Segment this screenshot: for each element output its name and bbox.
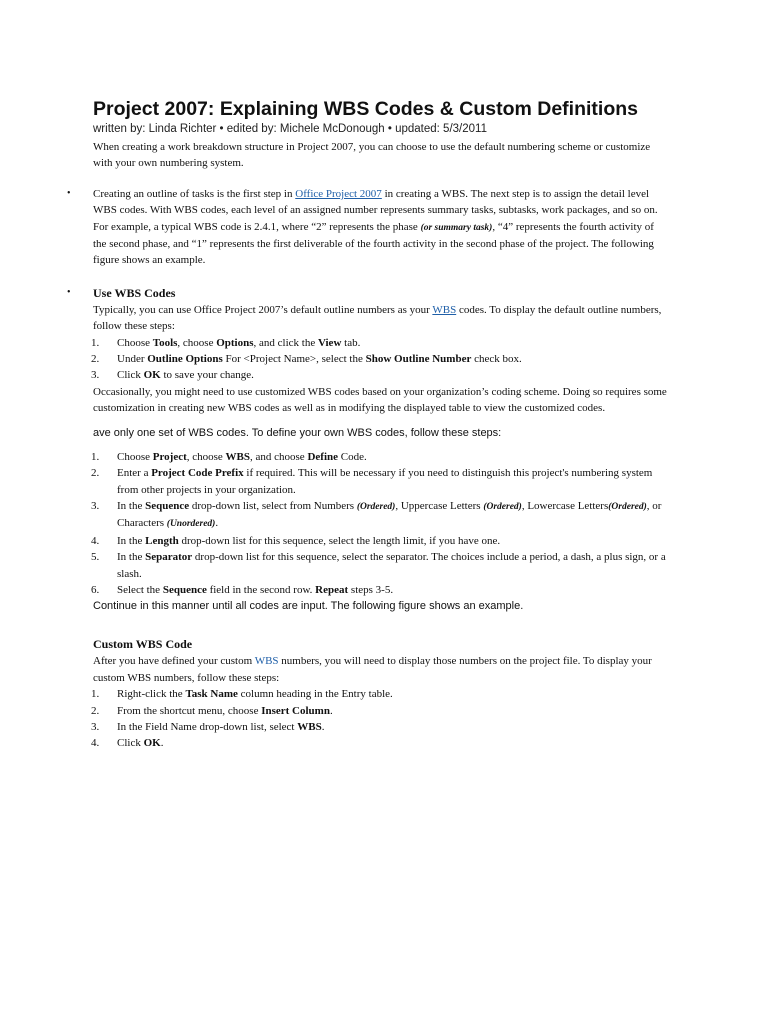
text-segment: in creating a WBS. The next step is to assign the detail level WBS codes. With WBS codes, each level of an assigned number represents summary tasks, subtasks, work packages, and so on. For example, a typical WBS code is 2.4.1, where “2” represents the phase xyxy=(93,187,658,233)
use-wbs-heading: Use WBS Codes xyxy=(93,285,176,300)
text-segment: Choose xyxy=(117,450,153,463)
step-number: 3. xyxy=(91,369,100,382)
text-segment: . xyxy=(160,737,164,750)
text-segment: numbers, you will need to display those numbers on the project file. To display your custom WBS numbers, follow these steps: xyxy=(93,655,652,684)
text-segment: Select the xyxy=(117,583,163,596)
document-page xyxy=(67,96,668,752)
list-item xyxy=(93,498,668,533)
text-segment: to save your change. xyxy=(160,369,254,382)
text-segment: In the xyxy=(117,534,146,547)
step-number: 4. xyxy=(91,534,100,547)
bold-term: Repeat xyxy=(315,583,349,596)
text-segment: drop-down list, select from Numbers xyxy=(189,499,357,512)
text-segment: In the xyxy=(117,551,146,564)
bold-term: Outline Options xyxy=(147,353,223,366)
office-project-link[interactable]: Office Project 2007 xyxy=(295,187,382,200)
list-item xyxy=(93,703,668,719)
list-item xyxy=(93,735,668,751)
custom-codes-paragraph: Occasionally, you might need to use customized WBS codes based on your organization’s coding scheme. Doing so requires some customization in creating new WBS codes as well as in modifying the displayed table to view the customized codes. xyxy=(93,385,667,415)
text-segment: , and choose xyxy=(250,450,308,463)
text-segment: , “4” represents the fourth activity of the second phase, and “1” represents the first deliverable of the fourth activity in the second phase of the project. The following figure shows an example. xyxy=(93,220,654,267)
bold-term: Project Code Prefix xyxy=(151,467,244,480)
text-segment: Creating an outline of tasks is the first step in xyxy=(93,187,296,200)
spacer xyxy=(93,417,668,425)
step-number: 2. xyxy=(91,704,100,717)
italic-note: (Unordered) xyxy=(166,519,216,530)
continue-line: Continue in this manner until all codes are input. The following figure shows an example. xyxy=(93,600,524,613)
spacer xyxy=(93,614,668,636)
text-segment: field in the second row. xyxy=(206,583,316,596)
text-segment: , Lowercase Letters xyxy=(521,499,609,512)
italic-note: (Ordered) xyxy=(608,501,647,512)
spacer xyxy=(93,441,668,449)
bold-term: Define xyxy=(307,450,338,463)
text-segment: Enter a xyxy=(117,467,152,480)
text-segment: In the Field Name drop-down list, select xyxy=(117,720,298,733)
bold-term: Sequence xyxy=(162,583,207,596)
text-segment: if required. This will be necessary if you need to distinguish this project's numbering system from other projects in your organization. xyxy=(117,467,653,496)
text-segment: , Uppercase Letters xyxy=(395,499,484,512)
bold-term: Task Name xyxy=(185,688,238,701)
use-wbs-section xyxy=(67,285,668,615)
text-segment: For <Project Name>, select the xyxy=(222,353,366,366)
text-segment: Under xyxy=(117,353,148,366)
text-segment: , and click the xyxy=(253,336,318,349)
custom-steps-list xyxy=(93,686,668,752)
step-number: 5. xyxy=(91,551,100,564)
bold-term: Options xyxy=(216,336,254,349)
define-steps-list xyxy=(93,449,668,599)
list-item xyxy=(93,465,668,498)
list-item xyxy=(93,533,668,549)
text-segment: , choose xyxy=(177,336,217,349)
step-number: 1. xyxy=(91,688,100,701)
bold-term: View xyxy=(317,336,342,349)
list-item xyxy=(93,719,668,735)
byline: written by: Linda Richter • edited by: Michele McDonough • updated: 5/3/2011 xyxy=(93,123,487,135)
text-segment: Click xyxy=(117,369,144,382)
text-segment: Typically, you can use Office Project 2007’s default outline numbers as your xyxy=(93,303,433,316)
wbs-link[interactable]: WBS xyxy=(254,655,279,668)
custom-wbs-intro xyxy=(93,653,668,686)
list-item xyxy=(93,549,668,582)
step-number: 3. xyxy=(91,720,100,733)
page-title: Project 2007: Explaining WBS Codes & Custom Definitions xyxy=(93,98,639,120)
list-item xyxy=(93,582,668,598)
bullet-icon: • xyxy=(67,187,71,199)
use-wbs-intro xyxy=(93,302,668,335)
text-segment: column heading in the Entry table. xyxy=(237,688,393,701)
list-item xyxy=(93,351,668,367)
wbs-link[interactable]: WBS xyxy=(432,303,457,316)
bullet-icon: • xyxy=(67,286,71,298)
text-segment: In the xyxy=(117,499,146,512)
step-number: 4. xyxy=(91,737,100,750)
list-item xyxy=(93,686,668,702)
define-codes-line: ave only one set of WBS codes. To define your own WBS codes, follow these steps: xyxy=(93,426,502,439)
text-segment: drop-down list for this sequence, select the length limit, if you have one. xyxy=(178,534,501,547)
list-item xyxy=(93,449,668,465)
bold-term: Insert Column xyxy=(261,704,330,717)
text-segment: drop-down list for this sequence, select the separator. The choices include a period, a dash, a plus sign, or a slash. xyxy=(117,551,666,580)
custom-wbs-section xyxy=(93,636,668,751)
bold-term: OK xyxy=(143,737,161,750)
bold-term: Project xyxy=(152,450,187,463)
outline-bullet-section xyxy=(67,186,668,269)
text-segment: Click xyxy=(117,737,144,750)
italic-note: (Ordered) xyxy=(483,501,522,512)
default-steps-list xyxy=(93,335,668,384)
bold-term: WBS xyxy=(225,450,251,463)
step-number: 1. xyxy=(91,450,100,463)
text-segment: check box. xyxy=(471,353,522,366)
step-number: 2. xyxy=(91,353,100,366)
text-segment: Right-click the xyxy=(117,688,186,701)
italic-note: (or summary task) xyxy=(420,222,493,233)
bold-term: Tools xyxy=(152,336,178,349)
text-segment: codes. To display the default outline numbers, follow these steps: xyxy=(93,303,662,333)
text-segment: . xyxy=(215,517,219,530)
outline-paragraph xyxy=(93,186,668,269)
text-segment: , choose xyxy=(186,450,226,463)
text-segment: . xyxy=(321,720,325,733)
text-segment: tab. xyxy=(341,336,361,349)
bold-term: WBS xyxy=(297,720,322,733)
bold-term: OK xyxy=(143,369,161,382)
list-item xyxy=(93,367,668,383)
bold-term: Separator xyxy=(145,551,193,564)
step-number: 3. xyxy=(91,499,100,512)
text-segment: After you have defined your custom xyxy=(93,655,255,668)
intro-paragraph: When creating a work breakdown structure in Project 2007, you can choose to use the default numbering scheme or customize with your own numbering system. xyxy=(93,141,651,170)
bold-term: Length xyxy=(145,534,179,547)
bold-term: Sequence xyxy=(145,499,190,512)
custom-wbs-heading: Custom WBS Code xyxy=(93,637,193,652)
italic-note: (Ordered) xyxy=(356,501,396,512)
text-segment: . xyxy=(329,704,333,717)
bold-term: Show Outline Number xyxy=(365,353,472,366)
step-number: 2. xyxy=(91,467,100,480)
step-number: 1. xyxy=(91,336,100,349)
step-number: 6. xyxy=(91,583,100,596)
list-item xyxy=(93,335,668,351)
text-segment: steps 3-5. xyxy=(348,583,394,596)
text-segment: From the shortcut menu, choose xyxy=(117,704,262,717)
text-segment: Code. xyxy=(338,450,367,463)
text-segment: , or Characters xyxy=(117,499,662,530)
text-segment: Choose xyxy=(117,336,153,349)
